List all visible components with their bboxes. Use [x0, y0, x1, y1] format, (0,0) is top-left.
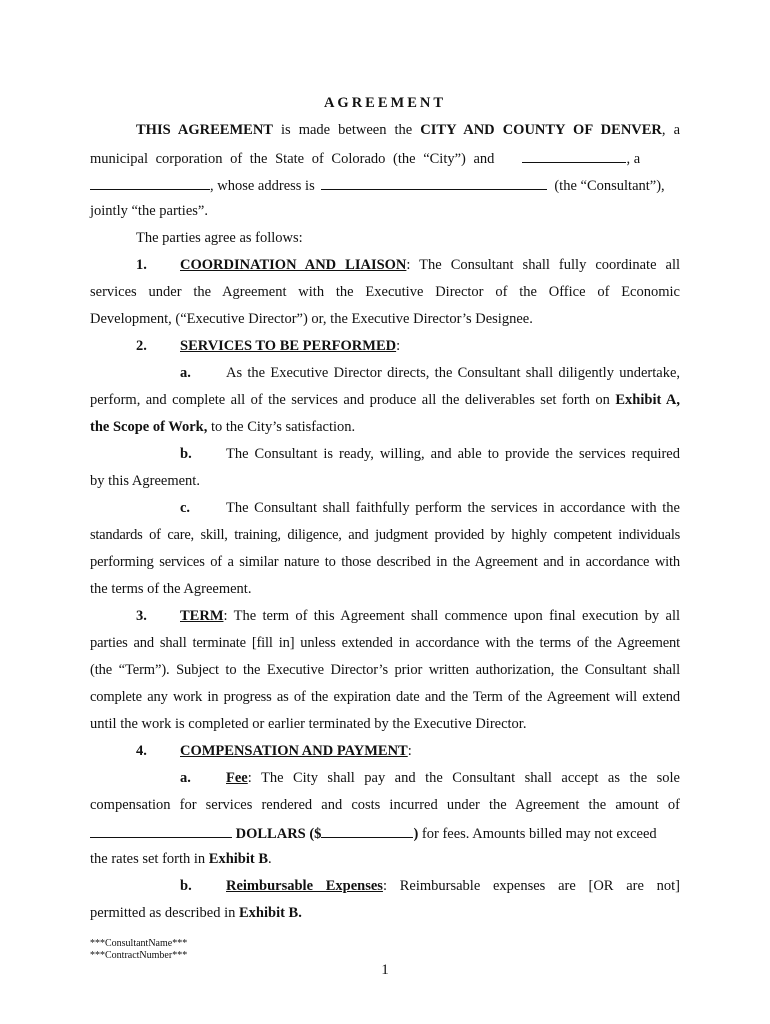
section-2-line-1: 2. SERVICES TO BE PERFORMED:	[136, 338, 401, 354]
intro-line-2: municipal corporation of the State of Colorado (the “City”) and , a	[90, 148, 680, 166]
section-3-line-5: until the work is completed or earlier terminated by the Executive Director.	[90, 716, 527, 732]
section-3-heading: TERM	[180, 608, 224, 624]
intro-line-5: The parties agree as follows:	[136, 230, 303, 246]
section-2c-line-4: the terms of the Agreement.	[90, 581, 252, 597]
section-2a-line-1: a. As the Executive Director directs, the Consultant shall diligently undertake,	[180, 365, 680, 381]
section-4a-line-2: compensation for services rendered and costs incurred under the Agreement the amount of	[90, 797, 680, 813]
section-2b-line-1: b. The Consultant is ready, willing, and able to provide the services required	[180, 446, 680, 462]
section-3-line-3: (the “Term”). Subject to the Executive Director’s prior written authorization, the Consultant shall	[90, 662, 680, 678]
section-4a-line-1: a. Fee: The City shall pay and the Consultant shall accept as the sole	[180, 770, 680, 786]
section-2-heading: SERVICES TO BE PERFORMED	[180, 338, 397, 354]
section-4a-line-4: the rates set forth in Exhibit B.	[90, 851, 272, 867]
amount-words-blank[interactable]	[90, 823, 232, 838]
section-4-line-1: 4. COMPENSATION AND PAYMENT:	[136, 743, 412, 759]
section-2a-line-2: perform, and complete all of the services and produce all the deliverables set forth on Exhibit A,	[90, 392, 681, 408]
section-2b-line-2: by this Agreement.	[90, 473, 200, 489]
section-4-heading: COMPENSATION AND PAYMENT	[180, 743, 408, 759]
section-2c-line-2: standards of care, skill, training, diligence, and judgment provided by highly competent individuals	[90, 527, 680, 543]
page-number: 1	[381, 962, 389, 978]
intro-line-3: , whose address is (the “Consultant”),	[90, 175, 680, 193]
intro-line-4: jointly “the parties”.	[90, 203, 208, 219]
consultant-name-blank[interactable]	[90, 175, 210, 190]
section-4b-line-2: permitted as described in Exhibit B.	[90, 905, 302, 921]
section-1-line-2: services under the Agreement with the Executive Director of the Office of Economic	[90, 284, 680, 300]
section-1-line-3: Development, (“Executive Director”) or, the Executive Director’s Designee.	[90, 311, 533, 327]
document-footer	[90, 938, 187, 962]
section-3-line-1: 3. TERM: The term of this Agreement shall commence upon final execution by all	[136, 608, 680, 624]
party-name-blank[interactable]	[522, 148, 626, 163]
footer-consultant-name: ***ConsultantName***	[90, 938, 188, 949]
section-4a-line-3: DOLLARS ($ ) for fees. Amounts billed may not exceed	[90, 823, 680, 841]
section-1-line-1: 1. COORDINATION AND LIAISON: The Consultant shall fully coordinate all	[136, 257, 680, 273]
section-2a-line-3: the Scope of Work, to the City’s satisfaction.	[90, 419, 356, 435]
intro-line-1: THIS AGREEMENT is made between the CITY AND COUNTY OF DENVER, a	[136, 122, 681, 138]
section-2c-line-1: c. The Consultant shall faithfully perform the services in accordance with the	[180, 500, 680, 516]
amount-number-blank[interactable]	[321, 823, 413, 838]
section-3-line-2: parties and shall terminate [fill in] unless extended in accordance with the terms of the Agreement	[90, 635, 680, 651]
address-blank[interactable]	[321, 175, 547, 190]
section-1-heading: COORDINATION AND LIAISON	[180, 257, 407, 273]
footer-contract-number: ***ContractNumber***	[90, 950, 188, 961]
section-4b-line-1: b. Reimbursable Expenses: Reimbursable expenses are [OR are not]	[180, 878, 680, 894]
section-3-line-4: complete any work in progress as of the expiration date and the Term of the Agreement will extend	[90, 689, 680, 705]
section-2c-line-3: performing services of a similar nature to those described in the Agreement and in accordance with	[90, 554, 680, 570]
document-title: AGREEMENT	[323, 95, 447, 111]
